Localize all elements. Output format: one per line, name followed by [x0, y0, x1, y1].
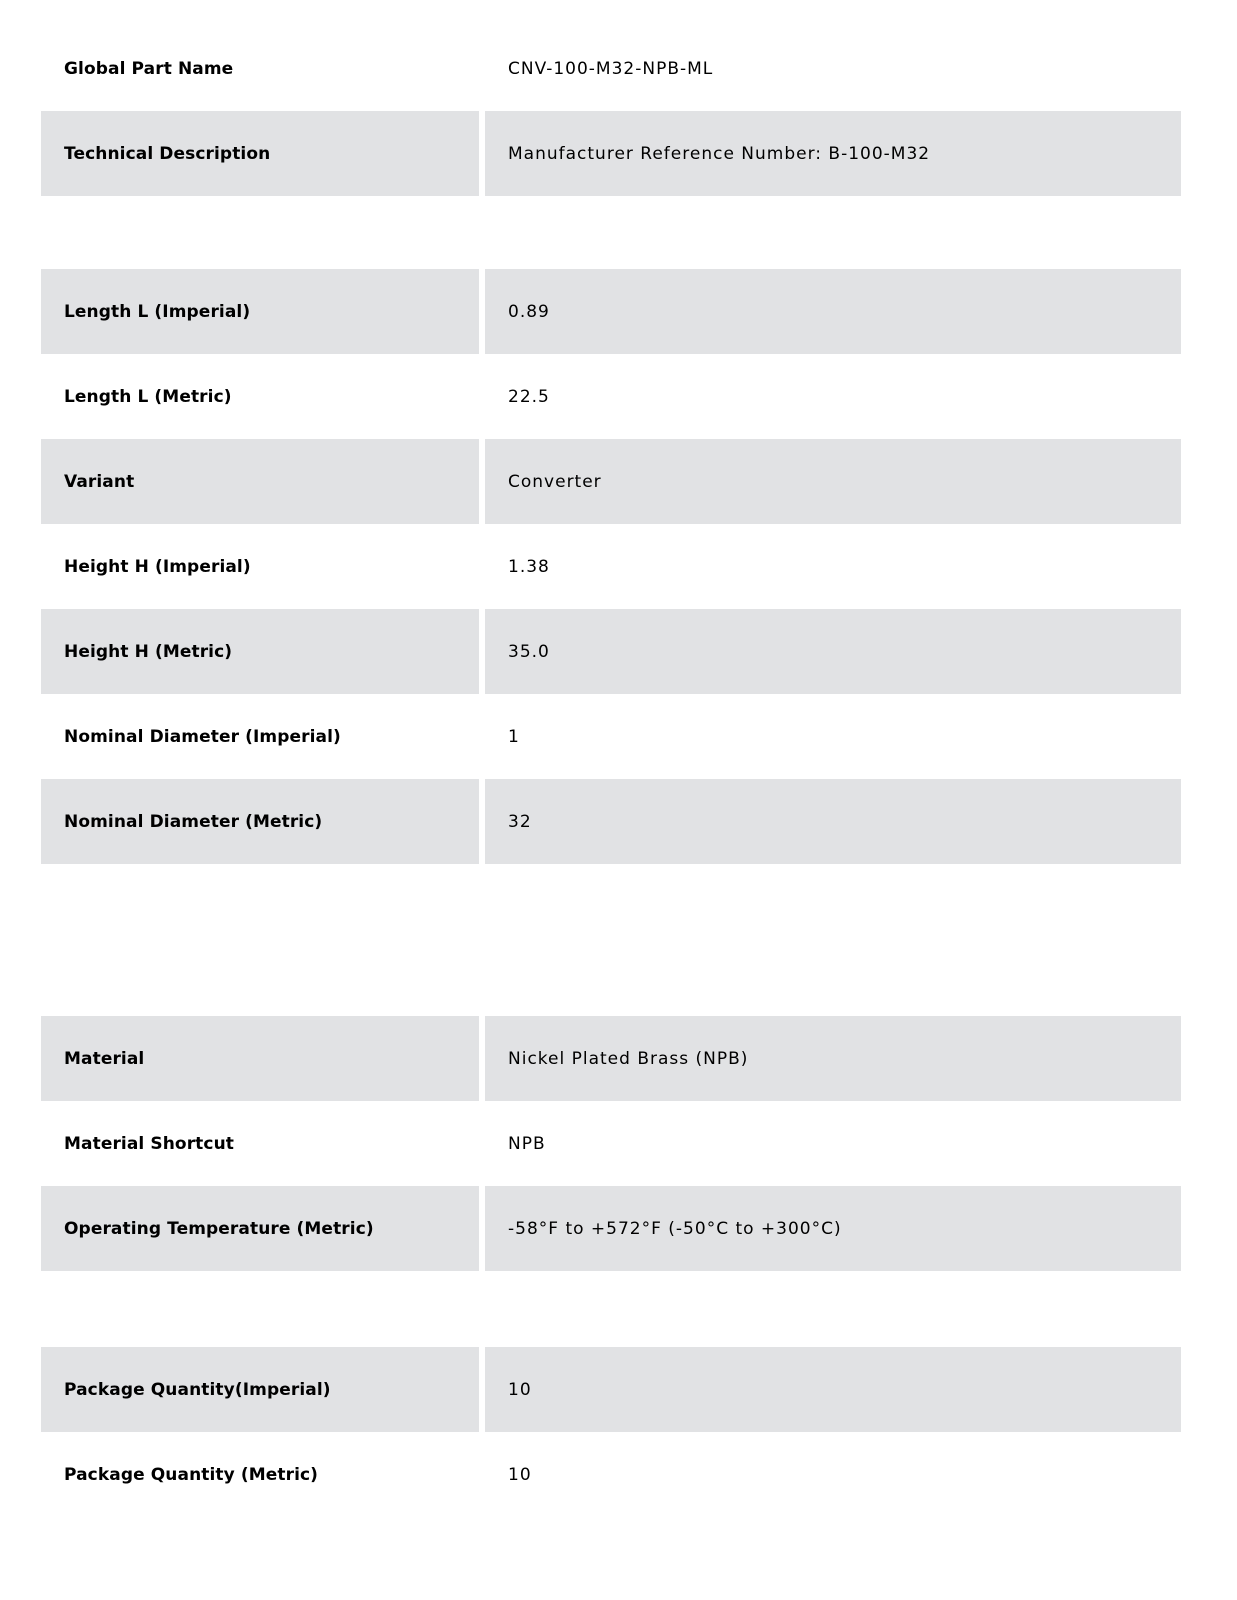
spec-group-dimensions: [41, 269, 1181, 864]
spec-label: Package Quantity(Imperial): [41, 1347, 479, 1432]
spec-row-height-imperial: [41, 524, 1181, 609]
spec-label: Length L (Imperial): [41, 269, 479, 354]
spec-label: Height H (Imperial): [64, 556, 251, 577]
spec-group-material: [41, 1016, 1181, 1271]
spec-label: Material Shortcut: [64, 1133, 235, 1154]
spec-row-material-shortcut: [41, 1101, 1181, 1186]
spec-value: 35.0: [485, 609, 1181, 694]
spec-value: 22.5: [508, 386, 550, 407]
spec-group-identification: [41, 26, 1181, 196]
spec-value: 0.89: [485, 269, 1181, 354]
spec-label: Global Part Name: [64, 58, 234, 79]
spec-row-material: [41, 1016, 1181, 1101]
spec-label: Height H (Metric): [41, 609, 479, 694]
spec-label: Nominal Diameter (Imperial): [64, 726, 341, 747]
spec-value: NPB: [508, 1133, 546, 1154]
spec-row-package-quantity-imperial: [41, 1347, 1181, 1432]
spec-value: -58°F to +572°F (-50°C to +300°C): [485, 1186, 1181, 1271]
spec-row-technical-description: [41, 111, 1181, 196]
spec-row-operating-temperature: [41, 1186, 1181, 1271]
spec-row-nominal-diameter-imperial: [41, 694, 1181, 779]
spec-row-length-metric: [41, 354, 1181, 439]
spec-group-packaging: [41, 1347, 1181, 1517]
spec-label: Operating Temperature (Metric): [41, 1186, 479, 1271]
spec-label: Material: [41, 1016, 479, 1101]
spec-label: Length L (Metric): [64, 386, 232, 407]
spec-label: Technical Description: [41, 111, 479, 196]
spec-row-variant: [41, 439, 1181, 524]
spec-value: Manufacturer Reference Number: B-100-M32: [485, 111, 1181, 196]
spec-row-nominal-diameter-metric: [41, 779, 1181, 864]
spec-row-height-metric: [41, 609, 1181, 694]
spec-label: Package Quantity (Metric): [64, 1464, 319, 1485]
spec-value: Nickel Plated Brass (NPB): [485, 1016, 1181, 1101]
spec-row-length-imperial: [41, 269, 1181, 354]
spec-value: CNV-100-M32-NPB-ML: [508, 58, 714, 79]
spec-value: 10: [485, 1347, 1181, 1432]
spec-label: Variant: [41, 439, 479, 524]
spec-label: Nominal Diameter (Metric): [41, 779, 479, 864]
spec-value: 1: [508, 726, 520, 747]
spec-row-global-part-name: [41, 26, 1181, 111]
spec-value: 10: [508, 1464, 532, 1485]
spec-row-package-quantity-metric: [41, 1432, 1181, 1517]
spec-value: 32: [485, 779, 1181, 864]
spec-value: 1.38: [508, 556, 550, 577]
spec-value: Converter: [485, 439, 1181, 524]
